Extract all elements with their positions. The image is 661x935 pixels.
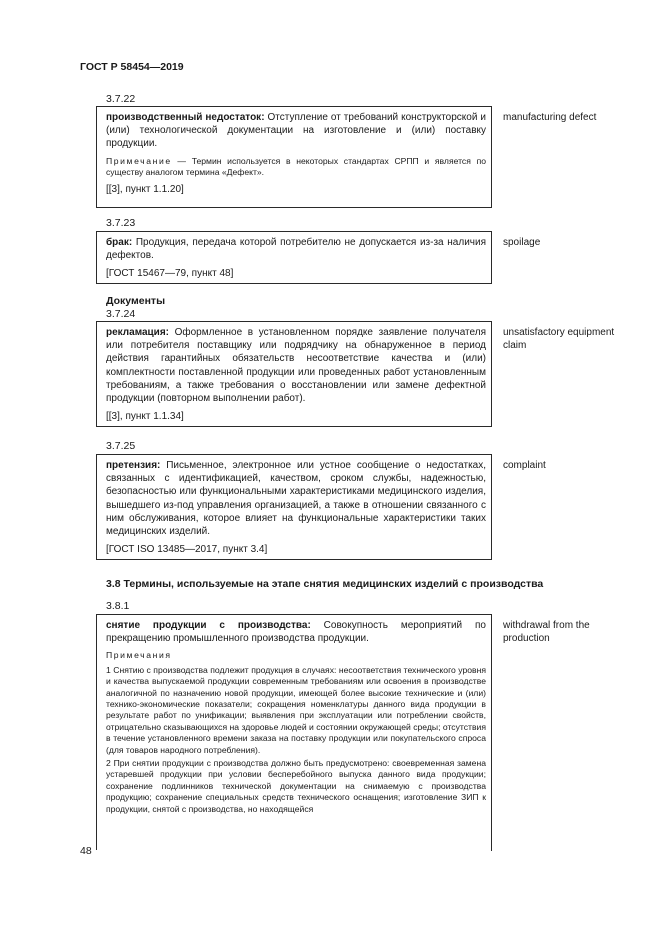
note-1: 1 Снятию с производства подлежит продукция в случаях: несоответствия технического уровня и качества выпускаемой продукции современным требованиям или освоения в производстве аналогичной по назначению новой продукции, имеющей более высокие технические и (или) технико-экономические показатели; сокращения номенклатуры данного вида продукции в результате работ по унификации; выявления при эксплуатации или потреблении свойств, отрицательно сказывающихся на здоровье людей и состоянии окружающей среды; отсутствия в течение установленного времени заказа на поставку продукции или покупательского спроса (для товаров народного потребления). <box>106 664 486 755</box>
note-text: — Термин используется в некоторых стандартах СРПП и является по существу аналогом термина «Дефект». <box>106 155 486 178</box>
definition-text <box>106 111 486 197</box>
section-title: 3.8 Термины, используемые на этапе снятия медицинских изделий с производства <box>106 578 544 590</box>
group-heading: Документы <box>106 295 166 307</box>
note-label: Примечание <box>106 155 172 166</box>
entry-number: 3.8.1 <box>106 600 130 612</box>
page-number: 48 <box>80 845 92 857</box>
definition-text <box>106 459 486 556</box>
english-term: unsatisfactory equipment claim <box>503 327 615 352</box>
definition: Отступление от требований конструкторской и (или) технологической документации на изготовление и (или) поставку продукции. <box>106 112 487 150</box>
entry-number: 3.7.25 <box>106 440 136 452</box>
definition: Письменное, электронное или устное сообщение о недостатках, связанных с идентификацией, качеством, сроком службы, надежностью, безопасностью или функциональными характеристиками медицинского изделия, вышедшего из-под управления организацией, а также в отношении связанного с ним обслуживания, которое влияет на функциональные характеристики таких медицинских изделий. <box>106 460 486 538</box>
entry-number: 3.7.23 <box>106 217 136 229</box>
source-reference: [[3], пункт 1.1.34] <box>106 411 184 423</box>
term: брак: <box>106 237 133 248</box>
english-term: spoilage <box>503 237 541 248</box>
term: рекламация: <box>106 327 169 338</box>
notes-label: Примечания <box>106 650 172 661</box>
term: снятие продукции с производства: <box>106 620 311 631</box>
entry-number: 3.7.22 <box>106 93 136 105</box>
term: производственный недостаток: <box>106 112 265 123</box>
document-header: ГОСТ Р 58454—2019 <box>80 61 184 73</box>
definition-text <box>106 326 486 423</box>
definition-text <box>106 236 486 281</box>
source-reference: [ГОСТ ISO 13485—2017, пункт 3.4] <box>106 544 268 556</box>
note-2: 2 При снятии продукции с производства должно быть предусмотрено: своевременная замена устаревшей продукции при условии бесперебойного выпуска данного вида продукции; сохранение подлинников технической документации на снимаемую с производства продукцию; сохранение специальных средств технического оснащения; изготовление ЗИП к продукции, снятой с производства, но находящейся <box>106 758 486 814</box>
definition: Оформленное в установленном порядке заявление получателя или потребителя поставщику или подрядчику на обнаруженное в период действия гарантийных обязательств несоответствие качества и (или) комплектности поставленной продукции или проведенных работ установленным требованиям, а также требования о восстановлении или замене дефектной продукции (повторном выполнении работ). <box>106 327 486 405</box>
english-term: complaint <box>503 460 546 471</box>
term: претензия: <box>106 460 161 471</box>
source-reference: [[3], пункт 1.1.20] <box>106 184 184 196</box>
definition: Совокупность мероприятий по прекращению промышленного производства продукции. <box>106 620 486 645</box>
english-term: withdrawal from the production <box>503 620 590 645</box>
definition: Продукция, передача которой потребителю не допускается из-за наличия дефектов. <box>106 237 486 262</box>
source-reference: [ГОСТ 15467—79, пункт 48] <box>106 268 234 280</box>
definition-text <box>106 619 486 815</box>
entry-number: 3.7.24 <box>106 308 136 320</box>
english-term: manufacturing defect <box>503 112 597 123</box>
